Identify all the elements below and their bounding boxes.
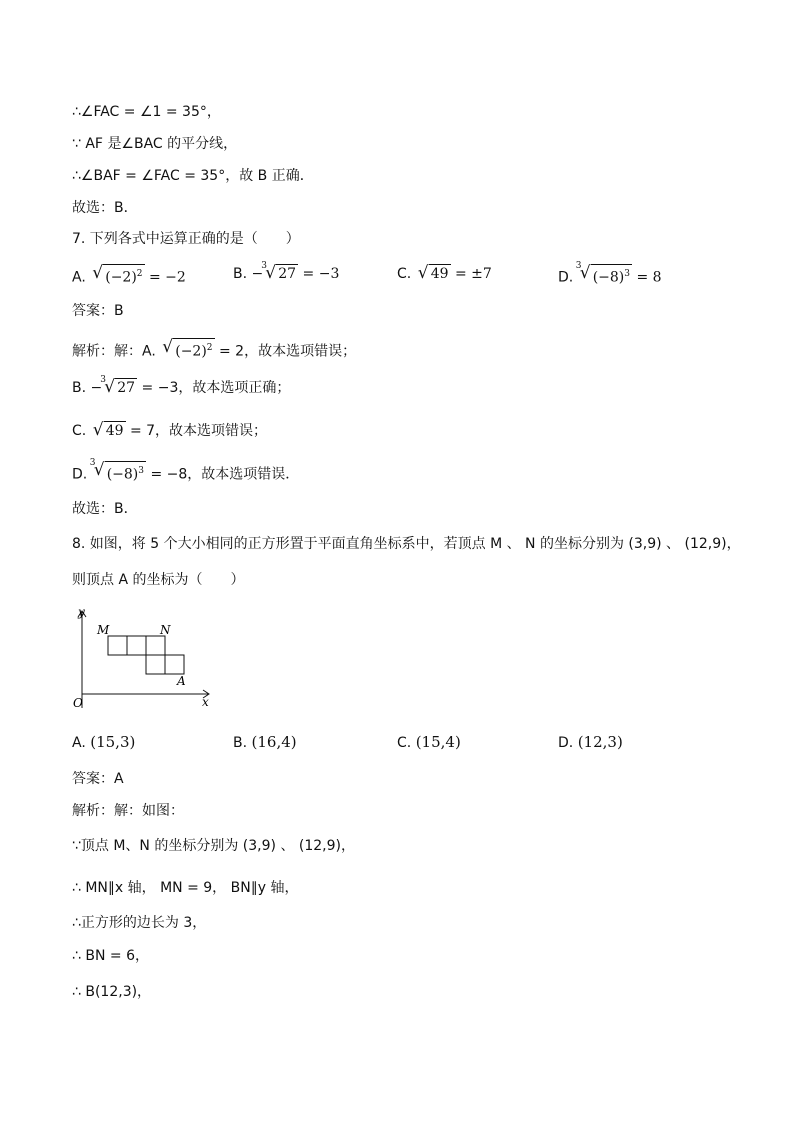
option-label: B. <box>233 735 248 751</box>
cube-root-expression: 3 √ 27 <box>104 378 137 398</box>
q8-step-3: ∴正方形的边长为 3， <box>72 915 207 931</box>
sqrt-expression: √ $(-2)^2$ <box>92 263 143 286</box>
question-7-stem: 7. 下列各式中运算正确的是（ ） <box>72 231 300 247</box>
option-value: (12,3) <box>577 733 623 751</box>
q8-answer: 答案：A <box>72 771 124 787</box>
sqrt-expression: √ 49 <box>92 420 124 440</box>
radicand: 27 <box>278 266 297 282</box>
radicand: (−8) <box>592 269 625 286</box>
option-result: = 8 <box>636 269 662 286</box>
point-m-label: M <box>97 623 110 637</box>
proof-conclusion: 故选：B． <box>72 200 138 216</box>
q8-option-b <box>233 732 297 753</box>
option-label: C. <box>397 735 412 751</box>
option-value: (16,4) <box>251 733 297 751</box>
cube-root-expression: 3 √ $(-8)^3$ <box>94 461 146 485</box>
q8-analysis: 解析：解：如图： <box>72 803 184 819</box>
radicand: (−2) <box>175 343 207 360</box>
root-index: 3 <box>100 375 106 385</box>
option-value: (15,4) <box>415 733 461 751</box>
q7-analysis-b <box>72 375 291 398</box>
y-axis-label: y <box>78 605 85 619</box>
radicand: 27 <box>117 380 136 396</box>
analysis-prefix: D. <box>72 466 88 483</box>
q8-step-5: ∴ B(12,3)， <box>72 984 152 1000</box>
radicand: 49 <box>105 423 124 439</box>
square-5 <box>165 655 184 674</box>
q7-analysis-d <box>72 458 300 485</box>
radicand: (−8) <box>106 466 139 483</box>
square-4 <box>146 655 165 674</box>
option-result: = ±7 <box>454 266 492 282</box>
q8-option-a <box>72 732 135 753</box>
option-label: C. <box>397 266 412 282</box>
analysis-prefix: 解析：解：A. <box>72 343 156 360</box>
option-result: = −2 <box>148 269 186 286</box>
cube-root-expression: 3 √ 27 <box>265 264 298 284</box>
radicand: (−2) <box>105 269 137 286</box>
exponent: 2 <box>136 269 143 279</box>
analysis-text: = 7，故本选项错误； <box>129 423 268 439</box>
option-value: (15,3) <box>90 733 136 751</box>
q7-analysis-a <box>72 338 356 362</box>
exponent: 3 <box>624 269 630 279</box>
point-a-label: A <box>177 674 186 688</box>
sqrt-expression: √ 49 <box>417 263 449 283</box>
square-1 <box>108 636 127 655</box>
x-axis-label: x <box>202 695 209 709</box>
square-3 <box>146 636 165 655</box>
analysis-prefix: C. <box>72 423 87 439</box>
minus-sign: − <box>251 266 264 282</box>
proof-line-1: ∴∠FAC = ∠1 = 35°， <box>72 104 221 120</box>
square-2 <box>127 636 146 655</box>
minus-sign: − <box>90 380 103 396</box>
option-label: D. <box>558 735 574 751</box>
q7-conclusion: 故选：B． <box>72 501 138 517</box>
option-label: A. <box>72 269 86 286</box>
q7-option-b <box>233 261 340 284</box>
q7-answer: 答案：B <box>72 303 124 319</box>
q7-option-d <box>558 261 662 288</box>
analysis-text: = −3，故本选项正确； <box>141 380 291 396</box>
exponent: 3 <box>138 466 144 476</box>
root-index: 3 <box>89 458 96 468</box>
cube-root-expression: 3 √ $(-8)^3$ <box>580 264 632 288</box>
q7-analysis-c <box>72 421 267 441</box>
analysis-prefix: B. <box>72 380 87 396</box>
q8-step-1: ∵顶点 M、N 的坐标分别为 (3,9) 、 (12,9)， <box>72 838 355 854</box>
question-8-stem-line-1: 8. 如图，将 5 个大小相同的正方形置于平面直角坐标系中，若顶点 M 、 N 的坐标分别为 (3,9) 、 (12,9)， <box>72 536 741 552</box>
q8-step-2: ∴ MN∥x 轴， MN = 9， BN∥y 轴， <box>72 880 299 896</box>
analysis-text: = −8，故本选项错误． <box>150 466 300 483</box>
radicand: 49 <box>430 266 449 282</box>
option-label: A. <box>72 735 86 751</box>
origin-label: O <box>73 696 83 710</box>
q8-option-d <box>558 732 623 753</box>
root-index: 3 <box>575 261 582 271</box>
q7-option-c <box>397 264 492 284</box>
q8-option-c <box>397 732 461 753</box>
exponent: 2 <box>206 343 213 353</box>
option-result: = −3 <box>302 266 340 282</box>
proof-line-3: ∴∠BAF = ∠FAC = 35°，故 B 正确． <box>72 168 314 184</box>
q8-step-4: ∴ BN = 6， <box>72 948 149 964</box>
option-label: B. <box>233 266 248 282</box>
root-index: 3 <box>261 261 267 271</box>
coordinate-figure <box>70 604 220 714</box>
point-n-label: N <box>160 623 171 637</box>
analysis-text: = 2，故本选项错误； <box>218 343 357 360</box>
sqrt-expression: √ $(-2)^2$ <box>162 337 213 360</box>
option-label: D. <box>558 269 574 286</box>
proof-line-2: ∵ AF 是∠BAC 的平分线， <box>72 136 238 152</box>
question-8-stem-line-2: 则顶点 A 的坐标为（ ） <box>72 572 245 588</box>
q7-option-a <box>72 264 186 288</box>
